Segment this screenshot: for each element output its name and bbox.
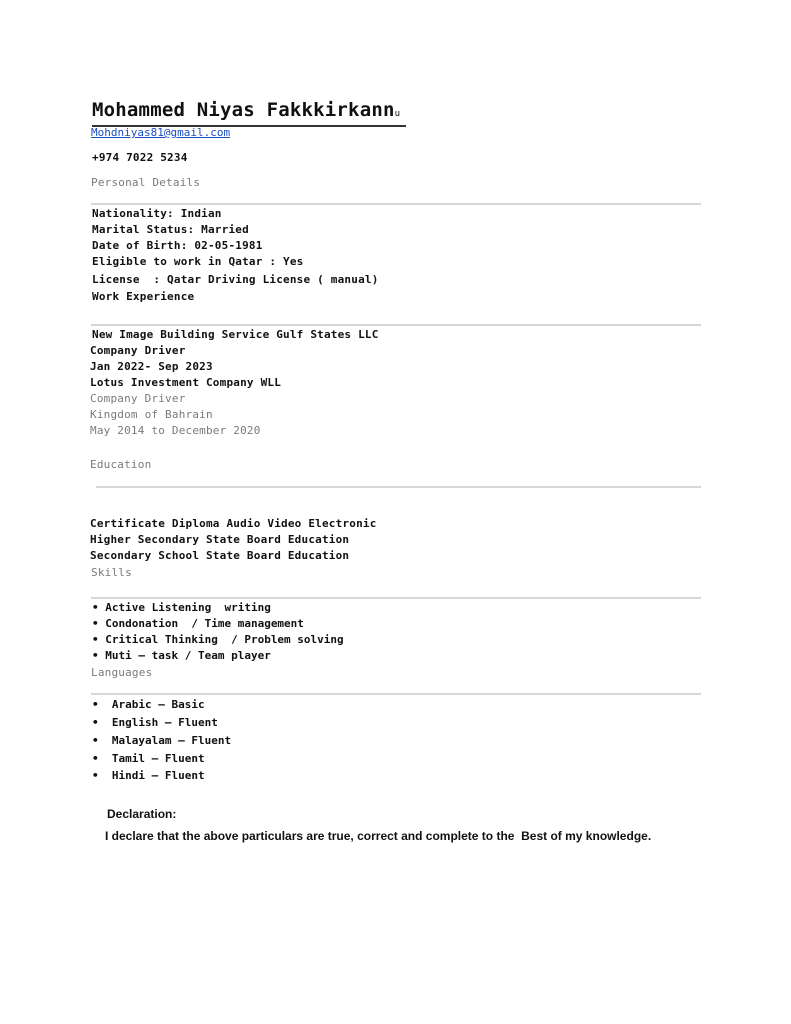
date-of-birth: Date of Birth: 02-05-1981 (92, 239, 263, 252)
phone-number: +974 7022 5234 (92, 151, 188, 164)
languages-heading: Languages (91, 666, 153, 679)
bullet-icon: • (92, 734, 112, 747)
job2-company: Lotus Investment Company WLL (90, 376, 282, 389)
skills-heading: Skills (91, 566, 132, 579)
skill-item: • Active Listening writing (92, 601, 271, 614)
name-suffix: u (394, 109, 401, 119)
work-experience-heading: Work Experience (92, 290, 195, 303)
bullet-icon: • (92, 617, 106, 630)
section-divider (91, 203, 701, 205)
section-divider (91, 597, 701, 599)
bullet-icon: • (92, 698, 112, 711)
job1-company: New Image Building Service Gulf States LLC (92, 328, 379, 341)
section-divider (91, 693, 701, 695)
skill-item: • Critical Thinking / Problem solving (92, 633, 344, 646)
language-item: • English – Fluent (92, 716, 218, 729)
education-item: Secondary School State Board Education (90, 549, 350, 562)
bullet-icon: • (92, 752, 112, 765)
education-item: Certificate Diploma Audio Video Electronic (90, 517, 377, 530)
education-heading: Education (90, 458, 152, 471)
bullet-icon: • (92, 633, 106, 646)
driving-license: License : Qatar Driving License ( manual) (92, 273, 379, 286)
education-item: Higher Secondary State Board Education (90, 533, 350, 546)
bullet-icon: • (92, 649, 106, 662)
job2-title: Company Driver (90, 392, 186, 405)
work-eligibility: Eligible to work in Qatar : Yes (92, 255, 304, 268)
bullet-icon: • (92, 716, 112, 729)
language-item: • Hindi – Fluent (92, 769, 205, 782)
section-divider (91, 324, 701, 326)
bullet-icon: • (92, 601, 106, 614)
language-item: • Tamil – Fluent (92, 752, 205, 765)
name-text: Mohammed Niyas Fakkkirkann (92, 99, 395, 121)
candidate-name (92, 99, 406, 127)
email-link[interactable]: Mohdniyas81@gmail.com (91, 126, 231, 139)
declaration-title: Declaration: (107, 807, 177, 821)
job2-location: Kingdom of Bahrain (90, 408, 213, 421)
marital-status: Marital Status: Married (92, 223, 249, 236)
personal-details-heading: Personal Details (91, 176, 201, 189)
job2-dates: May 2014 to December 2020 (90, 424, 261, 437)
section-divider (96, 486, 701, 488)
declaration-text: I declare that the above particulars are true, correct and complete to the Best of my knowledge. (105, 829, 652, 843)
job1-title: Company Driver (90, 344, 186, 357)
language-item: • Arabic – Basic (92, 698, 205, 711)
bullet-icon: • (92, 769, 112, 782)
nationality: Nationality: Indian (92, 207, 222, 220)
skill-item: • Muti – task / Team player (92, 649, 271, 662)
skill-item: • Condonation / Time management (92, 617, 304, 630)
job1-dates: Jan 2022- Sep 2023 (90, 360, 213, 373)
language-item: • Malayalam – Fluent (92, 734, 232, 747)
